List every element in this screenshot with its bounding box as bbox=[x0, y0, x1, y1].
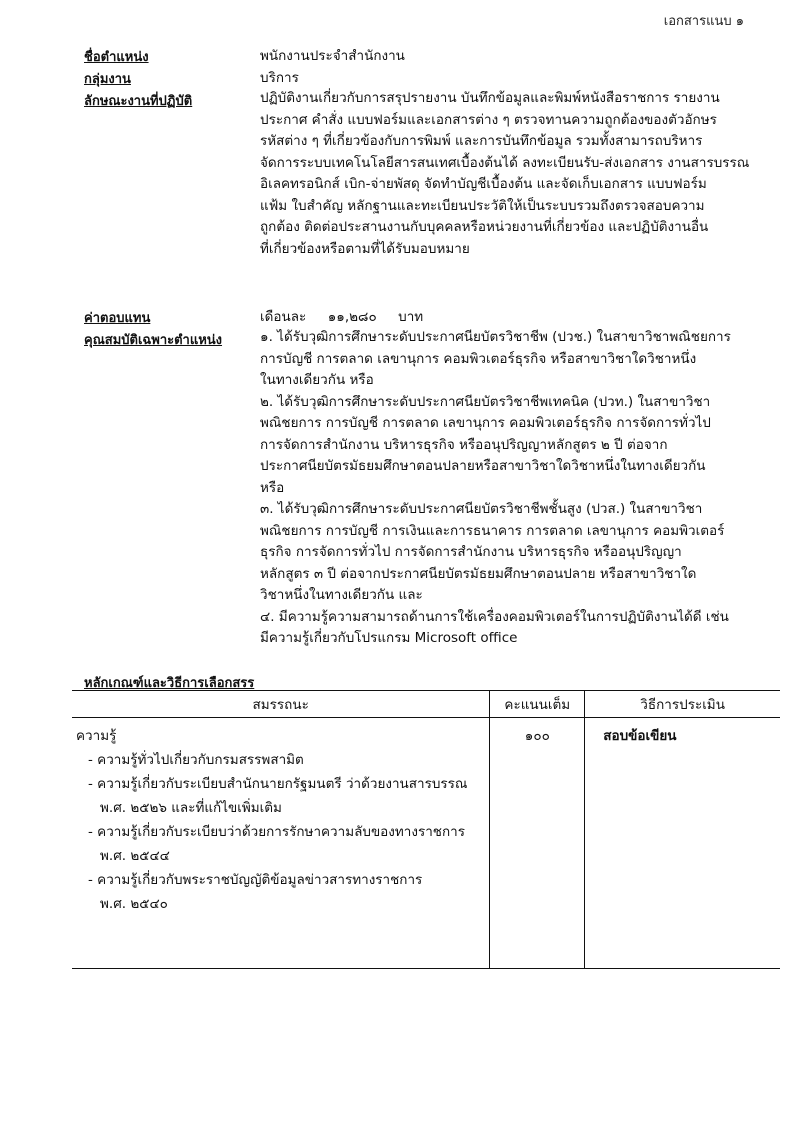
job-group-value: บริการ bbox=[260, 70, 299, 86]
text-line: ๑. ได้รับวุฒิการศึกษาระดับประกาศนียบัตรวิชาชีพ (ปวช.) ในสาขาวิชาพณิชยการ bbox=[260, 329, 731, 345]
competency-heading: ความรู้ bbox=[76, 728, 117, 744]
text-line: หลักสูตร ๓ ปี ต่อจากประกาศนียบัตรมัธยมศึกษาตอนปลาย หรือสาขาวิชาใด bbox=[260, 565, 697, 582]
text-line: หรือ bbox=[260, 479, 285, 496]
job-description-text bbox=[260, 88, 765, 260]
competency-item-text: - ความรู้เกี่ยวกับพระราชบัญญัติข้อมูลข่าวสารทางราชการ bbox=[88, 872, 423, 888]
method-cell bbox=[585, 718, 780, 969]
column-header-full-score: คะแนนเต็ม bbox=[490, 691, 585, 718]
compensation-label: ค่าตอบแทน bbox=[84, 311, 151, 326]
text-line: ๒. ได้รับวุฒิการศึกษาระดับประกาศนียบัตรวิชาชีพเทคนิค (ปวท.) ในสาขาวิชา bbox=[260, 393, 711, 410]
competency-item bbox=[88, 820, 489, 868]
column-header-competency: สมรรถนะ bbox=[72, 691, 490, 718]
full-score-value: ๑๐๐ bbox=[524, 728, 550, 744]
text-line: มีความรู้เกี่ยวกับโปรแกรม Microsoft office bbox=[260, 630, 518, 646]
text-line: วิชาหนึ่งในทางเดียวกัน และ bbox=[260, 587, 423, 603]
selection-criteria-title: หลักเกณฑ์และวิธีการเลือกสรร bbox=[84, 676, 255, 691]
competency-item-continuation: พ.ศ. ๒๕๒๖ และที่แก้ไขเพิ่มเติม bbox=[100, 800, 282, 816]
text-line: การบัญชี การตลาด เลขานุการ คอมพิวเตอร์ธุรกิจ หรือสาขาวิชาใดวิชาหนึ่ง bbox=[260, 350, 697, 367]
text-line: ประกาศนียบัตรมัธยมศึกษาตอนปลายหรือสาขาวิชาใดวิชาหนึ่งในทางเดียวกัน bbox=[260, 458, 706, 474]
selection-criteria-table bbox=[72, 690, 780, 969]
text-line: ประกาศ คำสั่ง แบบฟอร์มและเอกสารต่าง ๆ ตรวจทานความถูกต้องของตัวอักษร bbox=[260, 111, 717, 128]
competency-cell bbox=[72, 718, 490, 969]
text-line: พณิชยการ การบัญชี การเงินและการธนาคาร การตลาด เลขานุการ คอมพิวเตอร์ bbox=[260, 522, 725, 539]
qualifications-label: คุณสมบัติเฉพาะตำแหน่ง bbox=[84, 333, 223, 348]
competency-item-continuation: พ.ศ. ๒๕๔๔ bbox=[100, 848, 170, 864]
compensation-value: เดือนละ ๑๑,๒๘๐ บาท bbox=[260, 309, 424, 325]
text-line: อิเลคทรอนิกส์ เบิก-จ่ายพัสดุ จัดทำบัญชีเบื้องต้น และจัดเก็บเอกสาร แบบฟอร์ม bbox=[260, 176, 707, 192]
position-name-label: ชื่อตำแหน่ง bbox=[84, 50, 149, 65]
competency-item bbox=[88, 772, 489, 820]
competency-item bbox=[88, 868, 489, 916]
table-header-row bbox=[72, 691, 780, 718]
text-line: รหัสต่าง ๆ ที่เกี่ยวข้องกับการพิมพ์ และการบันทึกข้อมูล รวมทั้งสามารถบริหาร bbox=[260, 133, 703, 149]
text-line: ที่เกี่ยวข้องหรือตามที่ได้รับมอบหมาย bbox=[260, 240, 470, 257]
text-line: ๓. ได้รับวุฒิการศึกษาระดับประกาศนียบัตรวิชาชีพชั้นสูง (ปวส.) ในสาขาวิชา bbox=[260, 501, 703, 517]
text-line: จัดการระบบเทคโนโลยีสารสนเทศเบื้องต้นได้ ลงทะเบียนรับ-ส่งเอกสาร งานสารบรรณ bbox=[260, 154, 750, 171]
job-description-label: ลักษณะงานที่ปฏิบัติ bbox=[84, 94, 193, 109]
position-name-value: พนักงานประจำสำนักงาน bbox=[260, 48, 405, 64]
competency-item-continuation: พ.ศ. ๒๕๔๐ bbox=[100, 896, 168, 912]
text-line: พณิชยการ การบัญชี การตลาด เลขานุการ คอมพิวเตอร์ธุรกิจ การจัดการทั่วไป bbox=[260, 415, 711, 431]
competency-item-text: - ความรู้เกี่ยวกับระเบียบว่าด้วยการรักษาความลับของทางราชการ bbox=[88, 824, 465, 840]
table-row bbox=[72, 718, 780, 969]
assessment-method-value: สอบข้อเขียน bbox=[603, 728, 677, 744]
attachment-label: เอกสารแนบ ๑ bbox=[663, 14, 744, 29]
text-line: ๔. มีความรู้ความสามารถด้านการใช้เครื่องคอมพิวเตอร์ในการปฏิบัติงานได้ดี เช่น bbox=[260, 608, 729, 625]
text-line: ถูกต้อง ติดต่อประสานงานกับบุคคลหรือหน่วยงานที่เกี่ยวข้อง และปฏิบัติงานอื่น bbox=[260, 219, 709, 235]
text-line: ในทางเดียวกัน หรือ bbox=[260, 372, 374, 388]
competency-item-text: - ความรู้เกี่ยวกับระเบียบสำนักนายกรัฐมนตรี ว่าด้วยงานสารบรรณ bbox=[88, 776, 468, 792]
competency-item bbox=[88, 748, 489, 772]
text-line: แฟ้ม ใบสำคัญ หลักฐานและทะเบียนประวัติให้เป็นระบบรวมถึงตรวจสอบความ bbox=[260, 197, 705, 214]
text-line: ธุรกิจ การจัดการทั่วไป การจัดการสำนักงาน บริหารธุรกิจ หรืออนุปริญญา bbox=[260, 544, 682, 560]
full-score-cell bbox=[490, 718, 585, 969]
competency-item-text: - ความรู้ทั่วไปเกี่ยวกับกรมสรรพสามิต bbox=[88, 752, 304, 768]
text-line: การจัดการสำนักงาน บริหารธุรกิจ หรืออนุปริญญาหลักสูตร ๒ ปี ต่อจาก bbox=[260, 436, 668, 453]
job-group-label: กลุ่มงาน bbox=[84, 72, 131, 87]
qualifications-text bbox=[260, 327, 765, 650]
column-header-method: วิธีการประเมิน bbox=[585, 691, 780, 718]
text-line: ปฏิบัติงานเกี่ยวกับการสรุปรายงาน บันทึกข้อมูลและพิมพ์หนังสือราชการ รายงาน bbox=[260, 90, 720, 106]
